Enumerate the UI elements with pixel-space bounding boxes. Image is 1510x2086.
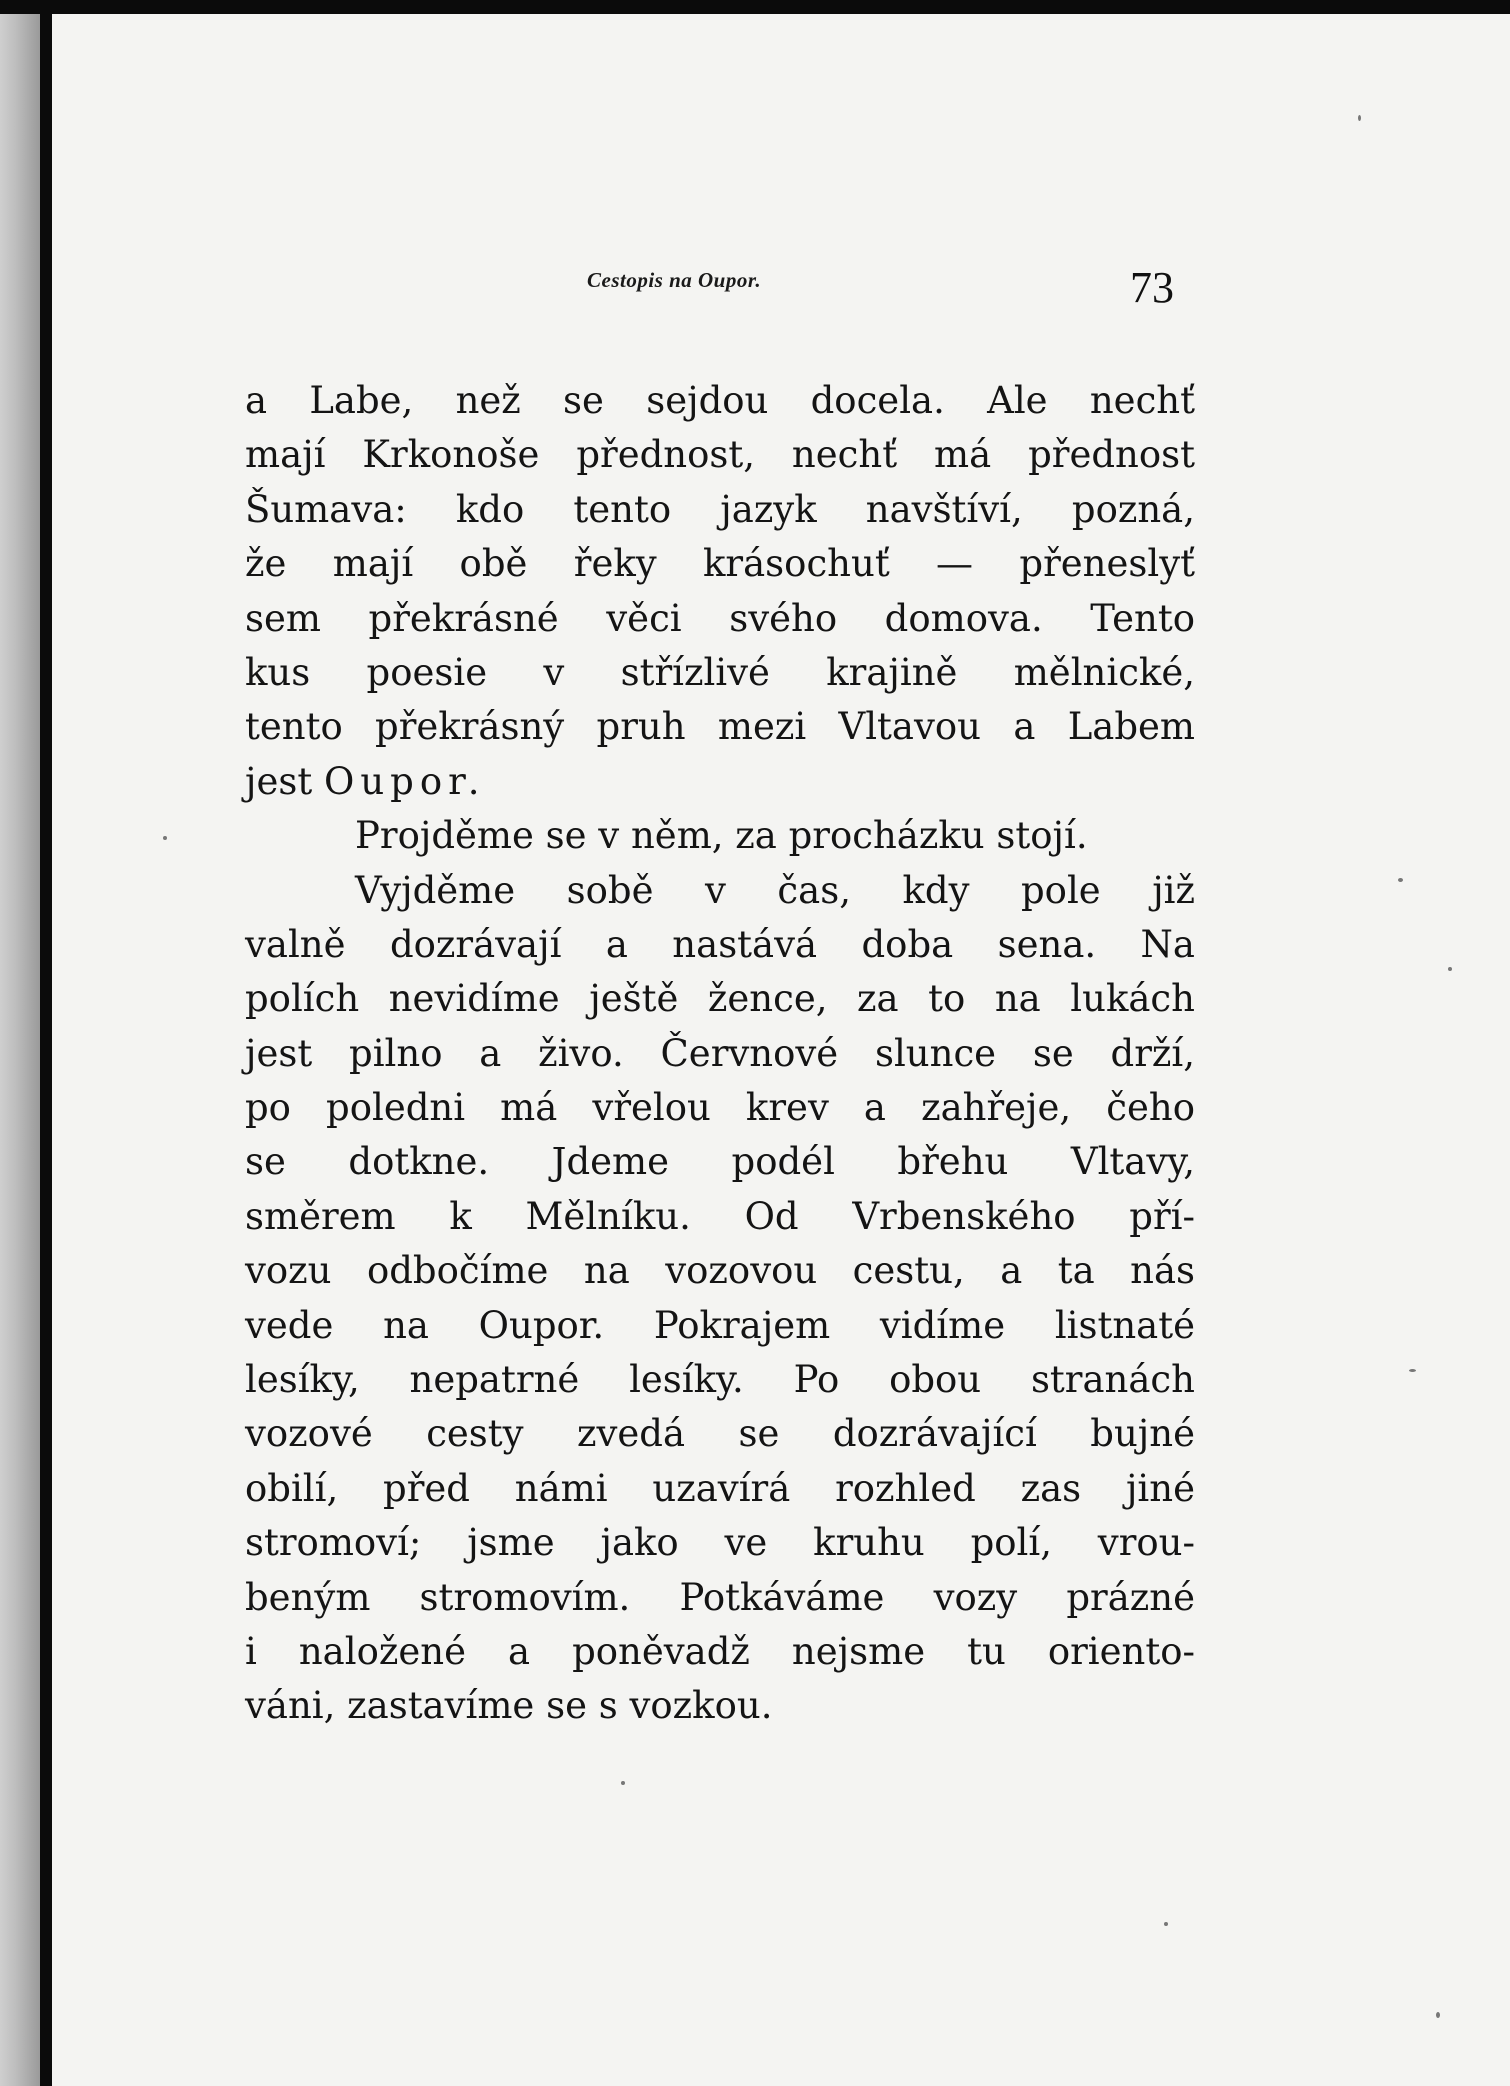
text-line: Vyjděme sobě v čas, kdy pole již xyxy=(355,868,1195,912)
paper-speck xyxy=(1448,967,1452,971)
paper-speck xyxy=(163,836,167,840)
text-line: valně dozrávají a nastává doba sena. Na xyxy=(245,922,1195,966)
text-line xyxy=(245,755,1195,809)
paper-speck xyxy=(1436,2012,1440,2018)
text-line: váni, zastavíme se s vozkou. xyxy=(245,1684,773,1728)
text-line: beným stromovím. Potkáváme vozy prázné xyxy=(245,1575,1195,1619)
text-line: kus poesie v střízlivé krajině mělnické, xyxy=(245,650,1195,694)
text-line: tento překrásný pruh mezi Vltavou a Labem xyxy=(245,705,1195,749)
text-line: lesíky, nepatrné lesíky. Po obou stranách xyxy=(245,1358,1195,1402)
paper-speck xyxy=(1358,115,1361,121)
text-line: vozu odbočíme na vozovou cestu, a ta nás xyxy=(245,1249,1195,1293)
text-line: Projděme se v něm, za procházku stojí. xyxy=(355,814,1088,858)
text-line: po poledni má vřelou krev a zahřeje, čeho xyxy=(245,1086,1195,1130)
page-number: 73 xyxy=(1130,263,1174,312)
paper-speck xyxy=(621,1781,625,1785)
text-line: polích nevidíme ještě žence, za to na lukách xyxy=(245,977,1195,1021)
text-line: vozové cesty zvedá se dozrávající bujné xyxy=(245,1412,1195,1456)
paper-speck xyxy=(1398,878,1403,882)
paper-speck xyxy=(1409,1369,1416,1372)
text-line: směrem k Mělníku. Od Vrbenského pří- xyxy=(245,1194,1195,1238)
text-line: a Labe, než se sejdou docela. Ale nechť xyxy=(245,379,1195,422)
facing-page-edge xyxy=(0,14,40,2086)
text-line: sem překrásné věci svého domova. Tento xyxy=(245,596,1195,640)
running-title: Cestopis na Oupor. xyxy=(587,268,762,292)
text-line: i naložené a poněvadž nejsme tu oriento- xyxy=(245,1629,1195,1673)
text-line-start: jest xyxy=(245,759,324,803)
text-line: že mají obě řeky krásochuť — přeneslyť xyxy=(245,542,1195,586)
body-text xyxy=(245,374,1195,1734)
text-line: se dotkne. Jdeme podél břehu Vltavy, xyxy=(245,1140,1195,1184)
emphasized-word: Oupor. xyxy=(324,759,486,803)
text-line: mají Krkonoše přednost, nechť má přednost xyxy=(245,433,1195,477)
text-line: vede na Oupor. Pokrajem vidíme listnaté xyxy=(245,1303,1195,1347)
paper-speck xyxy=(1164,1922,1168,1926)
text-line: stromoví; jsme jako ve kruhu polí, vrou- xyxy=(245,1521,1195,1565)
text-line: jest pilno a živo. Červnové slunce se drží, xyxy=(245,1031,1195,1075)
text-line: obilí, před námi uzavírá rozhled zas jiné xyxy=(245,1466,1195,1510)
text-line: Šumava: kdo tento jazyk navštíví, pozná, xyxy=(245,487,1195,531)
